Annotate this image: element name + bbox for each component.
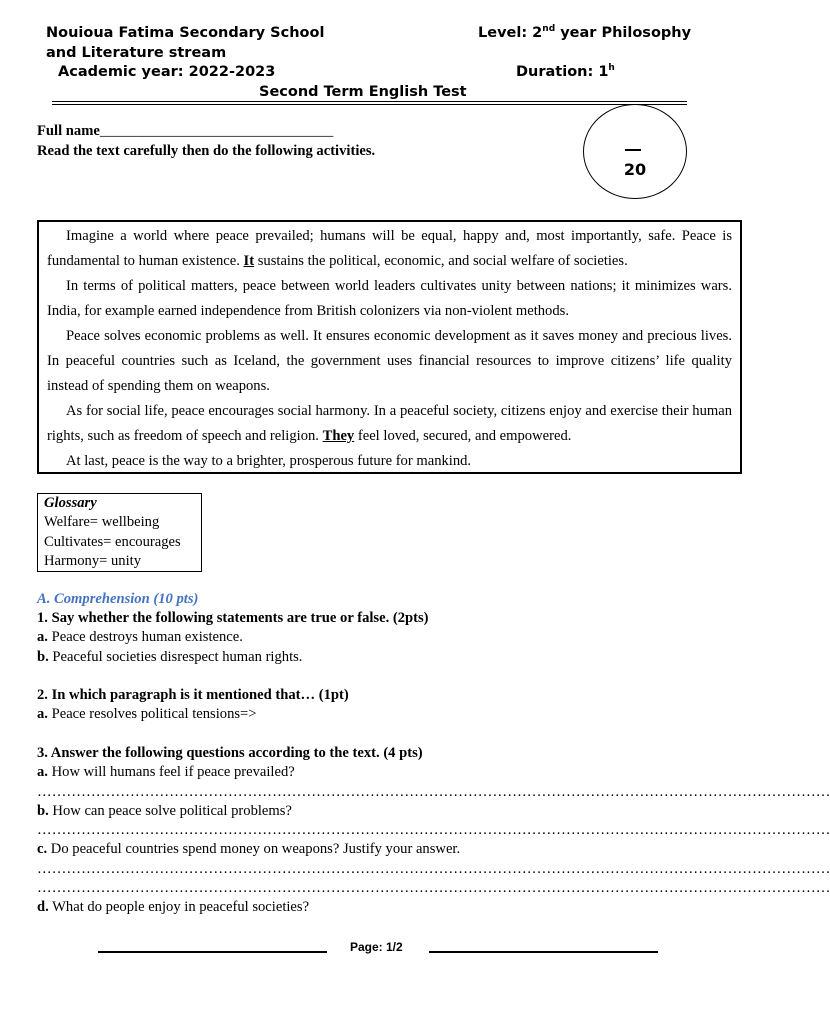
reference-word-it: It (243, 253, 255, 269)
header-rule-bottom (52, 104, 687, 105)
reference-word-they: They (322, 428, 355, 444)
academic-year: Academic year: 2022-2023 (58, 64, 276, 80)
answer-line-3a[interactable]: ……………………………………………………………………………………………………………………………………………… (37, 784, 830, 800)
question-3b: b. How can peace solve political problems? (37, 803, 292, 819)
question-3c: c. Do peaceful countries spend money on weapons? Justify your answer. (37, 841, 461, 857)
question-3a: a. How will humans feel if peace prevailed? (37, 764, 295, 780)
duration-label: Duration: 1 (516, 64, 609, 80)
passage-paragraph-3: Peace solves economic problems as well. It ensures economic development as it saves money and precious lives. In peaceful countries such as Iceland, the government uses financial resources to improve citizens’ life quality instead of spending them on weapons. (47, 328, 732, 394)
score-dash (625, 149, 641, 151)
question-1b: b. Peaceful societies disrespect human rights. (37, 649, 303, 665)
passage-paragraph-5: At last, peace is the way to a brighter, prosperous future for mankind. (66, 453, 472, 469)
glossary-item: Harmony= unity (44, 552, 141, 569)
instructions: Read the text carefully then do the following activities. (37, 143, 376, 159)
passage-paragraph-1: Imagine a world where peace prevailed; humans will be equal, happy and, most importantly, safe. Peace is fundamental to human existence. It sustains the political, economic, and social welfare of societies. (47, 228, 732, 269)
glossary-box (37, 493, 202, 572)
score-circle (583, 104, 687, 199)
passage-paragraph-2: In terms of political matters, peace between world leaders cultivates unity between nations; it minimizes wars. India, for example earned independence from British colonizers via non-violent methods. (47, 278, 732, 319)
full-name-blank[interactable]: ________________________________ (99, 123, 334, 139)
score-out-of: 20 (623, 160, 647, 179)
level-sup: nd (542, 24, 556, 35)
duration-sup: h (608, 63, 615, 74)
full-name-field[interactable] (37, 123, 333, 140)
answer-line-3c-2[interactable]: ……………………………………………………………………………………………………………………………………………… (37, 880, 830, 896)
full-name-label: Full name (37, 123, 100, 139)
level (478, 24, 691, 43)
question-2-prompt: 2. In which paragraph is it mentioned that… (1pt) (37, 687, 349, 703)
school-stream: and Literature stream (46, 45, 227, 61)
glossary-item: Welfare= wellbeing (44, 514, 160, 531)
duration (516, 63, 615, 82)
section-title-comprehension: A. Comprehension (10 pts) (37, 591, 199, 607)
question-3d: d. What do people enjoy in peaceful societies? (37, 899, 310, 915)
level-rest: year Philosophy (555, 25, 692, 41)
page-number: Page: 1/2 (350, 940, 403, 954)
question-2a: a. Peace resolves political tensions=> (37, 706, 257, 722)
question-1-prompt: 1. Say whether the following statements are true or false. (2pts) (37, 610, 429, 626)
footer-rule-right (429, 951, 658, 953)
glossary-item: Cultivates= encourages (44, 533, 181, 550)
level-label: Level: 2 (478, 25, 543, 41)
answer-line-3b[interactable]: ……………………………………………………………………………………………………………………………………………… (37, 822, 830, 838)
passage-paragraph-4: As for social life, peace encourages social harmony. In a peaceful society, citizens enjoy and exercise their human rights, such as freedom of speech and religion. They feel loved, secured, and empowered. (47, 403, 732, 444)
footer-rule-left (98, 951, 327, 953)
answer-line-3c-1[interactable]: ……………………………………………………………………………………………………………………………………………… (37, 861, 830, 877)
question-3-prompt: 3. Answer the following questions according to the text. (4 pts) (37, 745, 423, 761)
test-title: Second Term English Test (259, 84, 467, 100)
reading-passage (37, 220, 742, 474)
header-rule-top (52, 101, 687, 102)
question-1a: a. Peace destroys human existence. (37, 629, 243, 645)
glossary-title: Glossary (44, 495, 97, 511)
school-name: Nouioua Fatima Secondary School (46, 25, 325, 41)
